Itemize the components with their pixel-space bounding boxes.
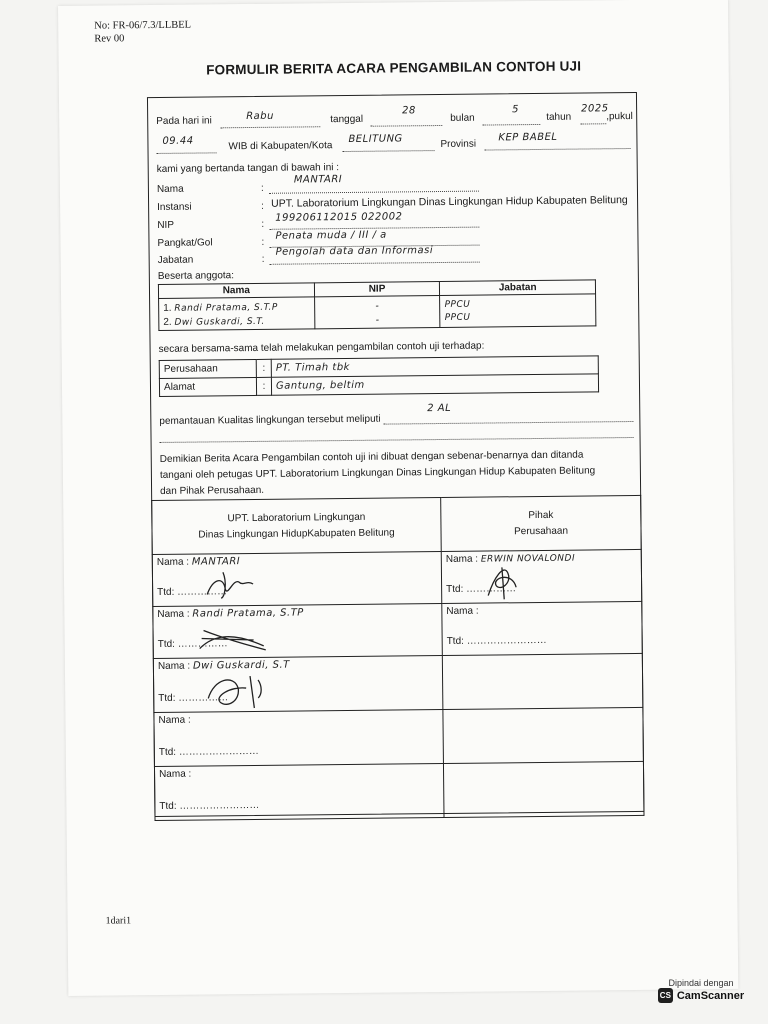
dots xyxy=(485,148,631,151)
kota-value: BELITUNG xyxy=(348,133,403,145)
signature-icon xyxy=(193,624,273,655)
document-page xyxy=(58,0,738,996)
camscanner-logo-icon: CS xyxy=(658,988,673,1003)
bulan-value: 5 xyxy=(512,104,520,116)
nip-value: 199206112015 022002 xyxy=(275,211,403,224)
table-cell: : xyxy=(256,377,271,395)
bersama-text: secara bersama-sama telah melakukan pengambilan contoh uji terhadap: xyxy=(158,340,485,355)
table-row xyxy=(159,294,596,331)
table-cell: Alamat xyxy=(159,377,256,396)
table-row xyxy=(159,374,598,397)
table-header: Pihak Perusahaan xyxy=(441,495,642,551)
nama-value: MANTARI xyxy=(293,174,343,186)
colon: : xyxy=(261,200,264,212)
tahun-value: 2025 xyxy=(581,103,609,115)
table-row xyxy=(152,549,642,606)
nip-label: NIP xyxy=(157,219,175,231)
anggota-label: Beserta anggota: xyxy=(157,270,235,282)
dots xyxy=(383,421,633,425)
camscanner-label: Dipindai dengan xyxy=(668,978,734,988)
dots xyxy=(270,262,480,265)
signature-icon xyxy=(200,668,270,713)
table-row xyxy=(154,707,644,766)
wib-label: WIB di Kabupaten/Kota xyxy=(228,140,333,153)
dots xyxy=(160,437,634,443)
table-cell: Nama : Ttd: …………………… xyxy=(442,601,643,655)
form-box xyxy=(147,92,645,817)
bulan-label: bulan xyxy=(450,112,475,124)
colon: : xyxy=(261,253,265,265)
table-header: Jabatan xyxy=(440,280,596,296)
table-cell xyxy=(443,707,644,763)
signature-icon xyxy=(203,568,263,603)
signature-table xyxy=(151,495,644,821)
dots xyxy=(343,150,435,152)
table-row xyxy=(153,601,643,658)
instansi-value: UPT. Laboratorium Lingkungan Dinas Lingkungan Hidup Kabupaten Belitung xyxy=(271,194,628,210)
table-cell xyxy=(159,297,315,331)
form-title: FORMULIR BERITA ACARA PENGAMBILAN CONTOH UJI xyxy=(206,58,582,78)
pemantauan-value: 2 AL xyxy=(427,402,452,415)
colon: : xyxy=(260,182,264,194)
table-header-row xyxy=(152,495,642,554)
table-cell: Perusahaan xyxy=(159,359,256,378)
table-cell: Nama : Ttd: …………………… xyxy=(154,710,444,767)
jabatan-value: Pengolah data dan Informasi xyxy=(275,245,434,258)
table-cell: - - xyxy=(314,296,440,329)
camscanner-brand: CS CamScanner xyxy=(659,989,745,1002)
tanggal-value: 28 xyxy=(402,105,416,117)
table-cell: Gantung, beltim xyxy=(271,374,598,395)
page-number: 1dari1 xyxy=(105,915,132,927)
table-cell: Nama : ERWIN NOVALONDI Ttd: …………… xyxy=(441,549,642,603)
tahun-label: tahun xyxy=(546,111,572,123)
perusahaan-table xyxy=(159,355,599,397)
table-cell xyxy=(443,761,644,817)
dots xyxy=(482,124,540,126)
table-cell: Nama : Dwi Guskardi, S.T Ttd: …………… xyxy=(153,656,443,713)
colon: : xyxy=(261,236,265,248)
pukul-label: ,pukul xyxy=(606,110,633,123)
list-item: 1. Randi Pratama, S.T.P xyxy=(163,302,278,314)
pangkat-value: Penata muda / III / a xyxy=(275,229,387,242)
table-cell xyxy=(442,653,643,709)
table-header: Nama xyxy=(158,283,314,299)
instansi-label: Instansi xyxy=(157,201,192,213)
signature-icon xyxy=(482,557,522,603)
pukul-value: 09.44 xyxy=(162,135,194,147)
table-header: NIP xyxy=(314,282,440,297)
colon: : xyxy=(261,218,265,230)
table-cell: PPCU PPCU xyxy=(440,294,596,328)
table-cell: : xyxy=(256,359,271,377)
tanggal-label: tanggal xyxy=(330,113,364,126)
nama-label: Nama xyxy=(156,183,184,195)
dots xyxy=(157,152,217,154)
dots xyxy=(370,125,442,127)
pangkat-label: Pangkat/Gol xyxy=(157,237,213,249)
table-cell: Nama : MANTARI Ttd: …………… xyxy=(152,552,442,607)
camscanner-watermark xyxy=(646,978,756,1003)
pemantauan-label: pemantauan Kualitas lingkungan tersebut meliputi xyxy=(159,413,381,427)
table-row xyxy=(153,653,643,712)
table-cell: Nama : Ttd: …………………… xyxy=(154,764,444,821)
dots xyxy=(580,123,606,124)
provinsi-label: Provinsi xyxy=(440,138,477,151)
pada-hari-ini-label: Pada hari ini xyxy=(156,115,212,127)
document-number: No: FR-06/7.3/LLBEL Rev 00 xyxy=(94,19,192,45)
dots xyxy=(220,126,320,128)
jabatan-label: Jabatan xyxy=(157,254,194,266)
signer-intro: kami yang bertanda tangan di bawah ini : xyxy=(156,162,340,175)
list-item: 2. Dwi Guskardi, S.T. xyxy=(163,316,265,328)
table-cell: Nama : Randi Pratama, S.TP Ttd: …………… xyxy=(153,604,443,659)
anggota-table xyxy=(158,279,596,331)
table-header: UPT. Laboratorium Lingkungan Dinas Lingkungan HidupKabupaten Belitung xyxy=(152,498,442,555)
table-cell: PT. Timah tbk xyxy=(271,356,598,377)
provinsi-value: KEP BABEL xyxy=(498,131,558,144)
closing-paragraph: Demikian Berita Acara Pengambilan contoh uji ini dibuat dengan sebenar-benarnya dan ditanda tangani oleh petugas UPT. Laboratorium Lingkungan Dinas Lingkungan Hidup Kabupaten Belitung dan Pihak Perusahaan. xyxy=(159,449,596,497)
hari-value: Rabu xyxy=(246,110,274,123)
dots xyxy=(269,191,479,194)
table-row xyxy=(154,761,644,820)
